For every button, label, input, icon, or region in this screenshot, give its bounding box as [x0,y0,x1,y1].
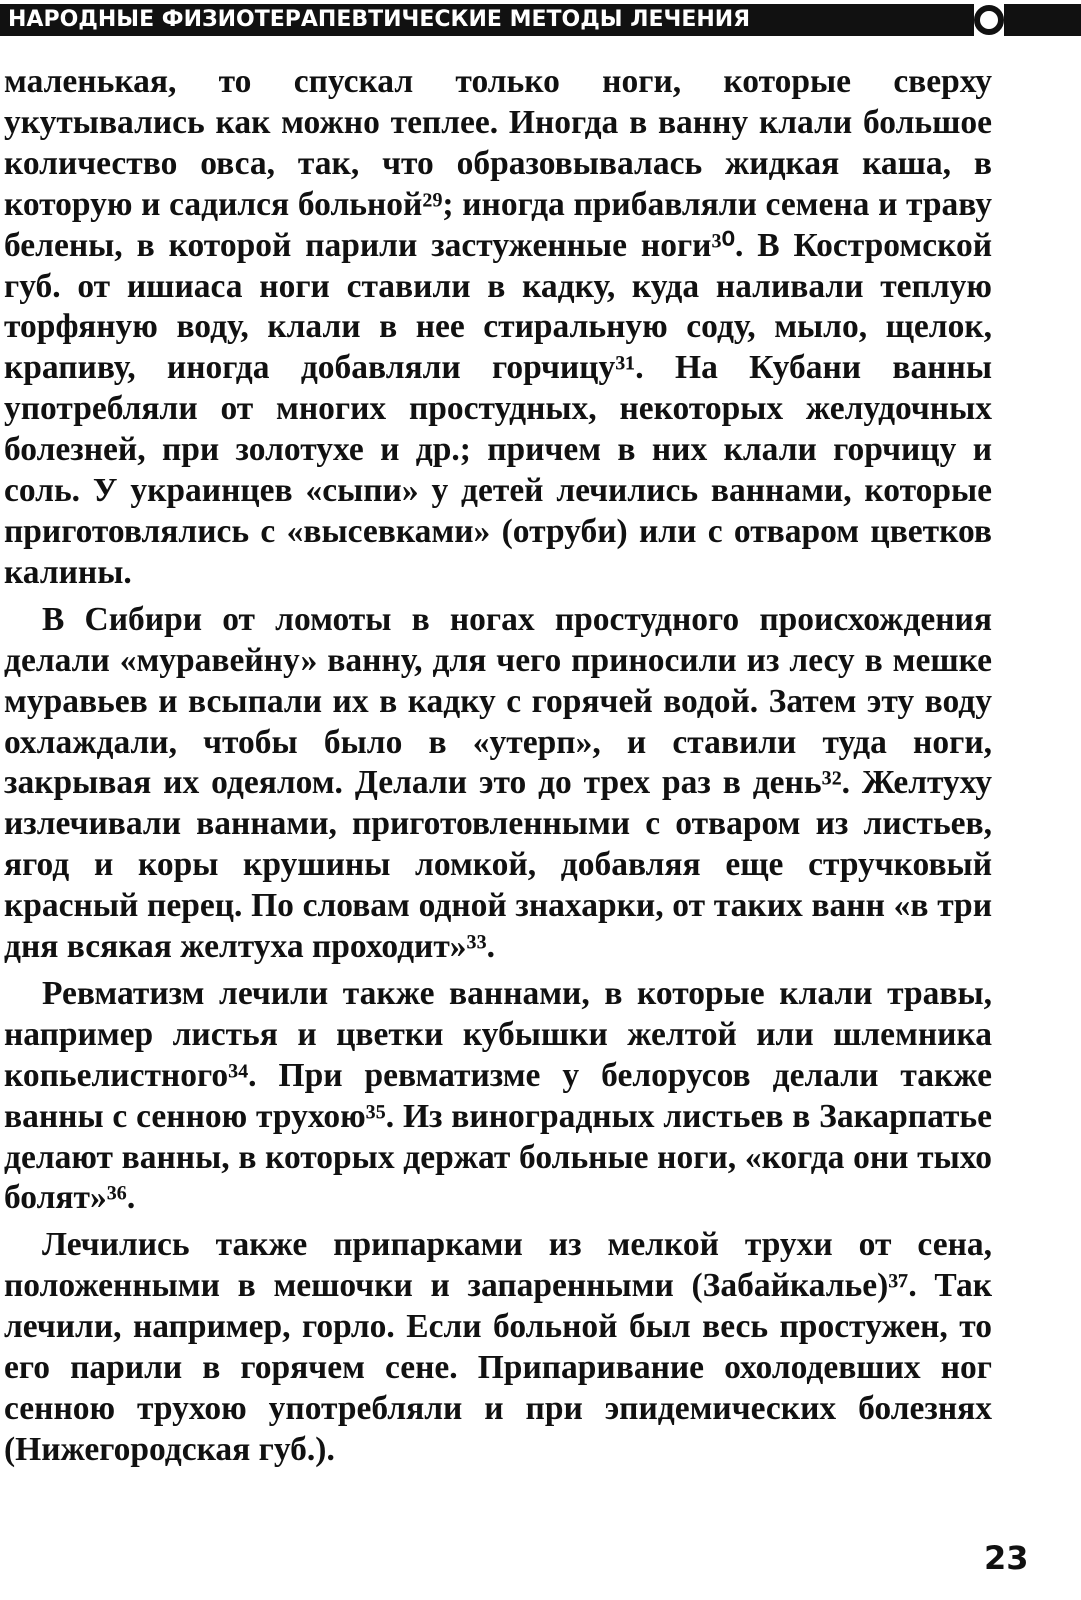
body-text [4,62,992,1471]
circle-ornament-icon [974,5,1004,35]
running-header [0,0,1081,40]
header-bar [1004,4,1081,36]
page-number: 23 [984,1539,1029,1577]
paragraph-continuation: маленькая, то спускал только ноги, которые сверху укутывались как можно теплее. Иногда в ванну клали большое количество овса, так, что образовывалась жидкая каша, в которую и садился больной²⁹; иногда прибавляли семена и траву белены, в которой парили застуженные ноги³⁰. В Костромской губ. от ишиаса ноги ставили в кадку, куда наливали теплую торфяную воду, клали в нее стиральную соду, мыло, щелок, крапиву, иногда добавляли горчицу³¹. На Кубани ванны употребляли от многих простудных, некоторых желудочных болезней, при золотухе и др.; причем в них клали горчицу и соль. У украинцев «сыпи» у детей лечились ваннами, которые приготовлялись с «высевками» (отруби) или с отваром цветков калины. [4,63,992,591]
running-title: НАРОДНЫЕ ФИЗИОТЕРАПЕВТИЧЕСКИЕ МЕТОДЫ ЛЕЧЕНИЯ [0,4,974,36]
paragraph-siberia: В Сибири от ломоты в ногах простудного происхождения делали «муравейну» ванну, для чего приносили из лесу в мешке муравьев и всыпали их в кадку с горячей водой. Затем эту воду охлаждали, чтобы было в «утерп», и ставили туда ноги, закрывая их одеялом. Делали это до трех раз в день³². Желтуху излечивали ваннами, приготовленными с отваром из листьев, ягод и коры крушины ломкой, добавляя еще стручковый красный перец. По словам одной знахарки, от таких ванн «в три дня всякая желтуха проходит»³³. [4,600,992,966]
paragraph-poultices: Лечились также припарками из мелкой трухи от сена, положенными в мешочки и запаренными (Забайкалье)³⁷. Так лечили, например, горло. Если больной был весь простужен, то его парили в горячем сене. Припаривание охолодевших ног сенною трухою употребляли и при эпидемических болезнях (Нижегородская губ.). [4,1226,992,1468]
paragraph-rheumatism: Ревматизм лечили также ваннами, в которые клали травы, например листья и цветки кубышки желтой или шлемника копьелистного³⁴. При ревматизме у белорусов делали также ванны с сенною трухою³⁵. Из виноградных листьев в Закарпатье делают ванны, в которых держат больные ноги, «когда они тыхо болят»³⁶. [4,974,992,1217]
